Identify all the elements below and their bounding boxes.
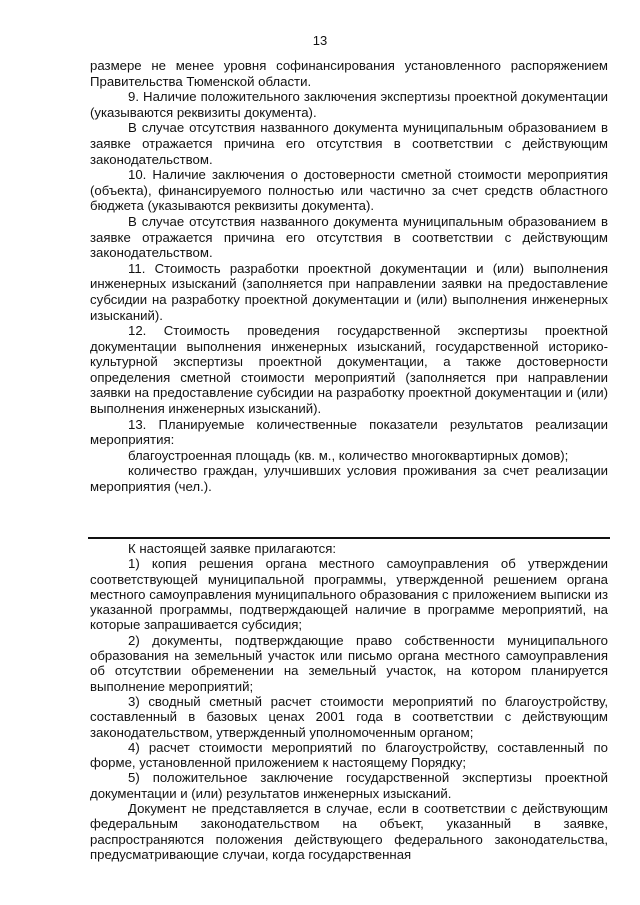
attachment-item: 4) расчет стоимости мероприятий по благоустройству, составленный по форме, установленной приложением к настоящему Порядку; [90,739,608,771]
paragraph: размере не менее уровня софинансирования установленного распоряжением Правительства Тюменской области. [90,58,608,89]
paragraph: В случае отсутствия названного документа муниципальным образованием в заявке отражается причина его отсутствия в соответствии с действующим законодательством. [90,213,608,261]
attachment-item: 1) копия решения органа местного самоуправления об утверждении соответствующей муниципальной программы, утвержденной решением органа местного самоуправления муниципального образования с приложением выписки из указанной программы, подтверждающей наличие в программе мероприятий, на которые запрашивается субсидия; [90,556,608,633]
attachment-item: 5) положительное заключение государственной экспертизы проектной документации и (или) результатов инженерных изысканий. [90,770,608,801]
paragraph: 9. Наличие положительного заключения экспертизы проектной документации (указываются реквизиты документа). [90,89,608,120]
paragraph: В случае отсутствия названного документа муниципальным образованием в заявке отражается причина его отсутствия в соответствии с действующим законодательством. [90,120,608,167]
attachments-section [90,541,608,862]
attachments-heading: К настоящей заявке прилагаются: [128,541,337,556]
paragraph: 10. Наличие заключения о достоверности сметной стоимости мероприятия (объекта), финансируемого полностью или частично за счет средств областного бюджета (указываются реквизиты документа). [90,167,608,214]
paragraph: 11. Стоимость разработки проектной документации и (или) выполнения инженерных изысканий (заполняется при направлении заявки на предоставление субсидии на разработку проектной документации и (или) выполнения инженерных изысканий). [90,260,608,323]
paragraph: благоустроенная площадь (кв. м., количество многоквартирных домов); [128,447,569,463]
attachment-item: 3) сводный сметный расчет стоимости мероприятий по благоустройству, составленный в базовых ценах 2001 года в соответствии с действующим законодательством, утвержденный уполномоченным органом; [90,693,608,740]
paragraph: количество граждан, улучшивших условия проживания за счет реализации мероприятия (чел.). [90,463,608,495]
application-content [90,58,608,495]
paragraph: 12. Стоимость проведения государственной экспертизы проектной документации выполнения инженерных изысканий, государственной историко-культурной экспертизы проектной документации, а также достоверности определения сметной стоимости мероприятий (заполняется при направлении заявки на предоставление субсидии на разработку проектной документации и (или) выполнения инженерных изысканий). [90,323,608,417]
paragraph: Документ не представляется в случае, если в соответствии с действующим федеральным законодательством на объект, указанный в заявке, распространяются положения действующего федерального законодательства, предусматривающие случаи, когда государственная [90,801,608,862]
paragraph: 13. Планируемые количественные показатели результатов реализации мероприятия: [90,416,608,448]
section-divider [88,537,610,539]
attachment-item: 2) документы, подтверждающие право собственности муниципального образования на земельный участок или письмо органа местного самоуправления об отсутствии обременении на земельный участок, на котором планируется выполнение мероприятий; [90,632,608,694]
page-number: 13 [312,33,328,48]
